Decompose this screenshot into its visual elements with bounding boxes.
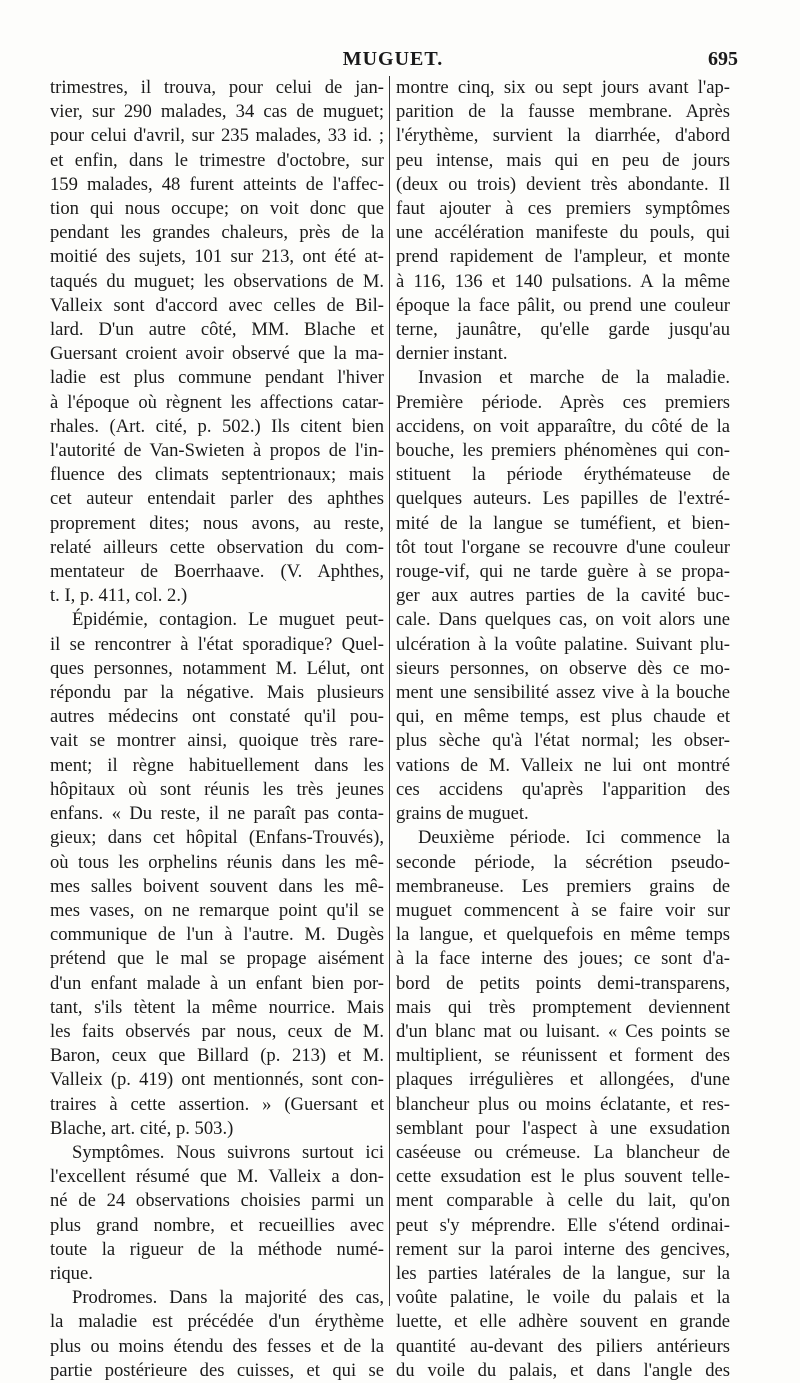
- text-line: sieurs personnes, on observe dès ce mo-: [396, 657, 730, 679]
- text-line: t. I, p. 411, col. 2.): [50, 585, 188, 607]
- text-line: et enfin, dans le trimestre d'octobre, sur: [50, 149, 384, 171]
- text-line: enfans. « Du reste, il ne paraît pas conta-: [50, 803, 384, 825]
- text-line: peu intense, mais qui en peu de jours: [396, 149, 730, 171]
- text-line: la maladie est précédée d'un érythème: [50, 1311, 384, 1333]
- text-line: 159 malades, 48 furent atteints de l'affec-: [50, 173, 384, 195]
- text-line: caséeuse ou crémeuse. La blancheur de: [396, 1141, 730, 1163]
- text-line: grains de muguet.: [396, 803, 529, 825]
- text-line: vations de M. Valleix ne lui ont montré: [396, 754, 730, 776]
- text-line: à 116, 136 et 140 pulsations. A la même: [396, 270, 730, 292]
- right-text-column: [396, 76, 730, 1381]
- text-line: parition de la fausse membrane. Après: [396, 101, 730, 123]
- text-line: rique.: [50, 1262, 93, 1284]
- text-line: Baron, ceux que Billard (p. 213) et M.: [50, 1045, 384, 1067]
- text-line: d'un blanc mat ou luisant. « Ces points se: [396, 1020, 730, 1042]
- text-line: bouche, les premiers phénomènes qui con-: [396, 440, 730, 462]
- text-line: traires à cette assertion. » (Guersant et: [50, 1093, 384, 1115]
- text-line: autres médecins ont constaté qu'il pou-: [50, 706, 384, 728]
- text-line: vier, sur 290 malades, 34 cas de muguet;: [50, 101, 384, 123]
- text-line: Épidémie, contagion. Le muguet peut-: [72, 609, 384, 631]
- text-line: mes salles boivent souvent dans les mê-: [50, 875, 384, 897]
- text-line: multiplient, se réunissent et forment des: [396, 1045, 730, 1067]
- column-divider: [389, 76, 390, 1306]
- text-line: ment une sensibilité assez vive à la bouche: [396, 682, 730, 704]
- text-line: prend rapidement de l'ampleur, et monte: [396, 246, 730, 268]
- text-line: Guersant croient avoir observé que la ma-: [50, 343, 384, 365]
- text-line: il se rencontrer à l'état sporadique? Quel-: [50, 633, 384, 655]
- text-line: proprement dites; nous avons, au reste,: [50, 512, 384, 534]
- text-line: Valleix sont d'accord avec celles de Bil-: [50, 294, 384, 316]
- text-line: (deux ou trois) devient très abondante. Il: [396, 173, 730, 195]
- text-line: tion qui nous occupe; on voit donc que: [50, 198, 384, 220]
- text-line: répondu par la négative. Mais plusieurs: [50, 682, 384, 704]
- text-line: taqués du muguet; les observations de M.: [50, 270, 384, 292]
- text-line: bord de petits points demi-transparens,: [396, 972, 730, 994]
- text-line: ger aux autres parties de la cavité buc-: [396, 585, 730, 607]
- text-line: une accélération manifeste du pouls, qui: [396, 222, 730, 244]
- text-line: Valleix (p. 419) ont mentionnés, sont con-: [50, 1069, 384, 1091]
- text-line: lard. D'un autre côté, MM. Blache et: [50, 319, 384, 341]
- text-line: quelques auteurs. Les papilles de l'extré-: [396, 488, 730, 510]
- text-line: mais qui très promptement deviennent: [396, 996, 730, 1018]
- text-line: mes vases, on ne remarque point qu'il se: [50, 899, 384, 921]
- text-line: ladie est plus commune pendant l'hiver: [50, 367, 384, 389]
- text-line: les parties latérales de la langue, sur la: [396, 1262, 730, 1284]
- text-line: mité de la langue se tuméfient, et bien-: [396, 512, 730, 534]
- text-line: blancheur plus ou moins éclatante, et res-: [396, 1093, 730, 1115]
- text-line: toute la rigueur de la méthode numé-: [50, 1238, 384, 1260]
- text-line: hôpitaux où sont réunis les très jeunes: [50, 778, 384, 800]
- text-line: rouge-vif, qui ne tarde guère à se propa-: [396, 561, 730, 583]
- text-line: accidens, on voit apparaître, du côté de la: [396, 415, 730, 437]
- text-line: Prodromes. Dans la majorité des cas,: [72, 1287, 384, 1309]
- text-line: relaté ailleurs cette observation du com-: [50, 536, 384, 558]
- text-line: prétend que le mal se propage aisément: [50, 948, 384, 970]
- text-line: gieux; dans cet hôpital (Enfans-Trouvés),: [50, 827, 384, 849]
- text-line: l'excellent résumé que M. Valleix a don-: [50, 1166, 384, 1188]
- text-line: rement sur la paroi interne des gencives,: [396, 1238, 730, 1260]
- text-line: Deuxième période. Ici commence la: [418, 827, 730, 849]
- text-line: ulcération à la voûte palatine. Suivant plu-: [396, 633, 730, 655]
- text-line: plaques irrégulières et allongées, d'une: [396, 1069, 730, 1091]
- text-line: communique de l'un à l'autre. M. Dugès: [50, 924, 384, 946]
- text-line: à l'époque où règnent les affections catar-: [50, 391, 384, 413]
- page-header: [48, 48, 738, 72]
- text-line: membraneuse. Les premiers grains de: [396, 875, 730, 897]
- text-line: montre cinq, six ou sept jours avant l'ap-: [396, 77, 730, 98]
- text-line: ment; il règne habituellement dans les: [50, 754, 384, 776]
- text-line: tôt tout l'organe se recouvre d'une couleur: [396, 536, 730, 558]
- text-line: époque la face pâlit, ou prend une couleur: [396, 294, 730, 316]
- text-line: né de 24 observations choisies parmi un: [50, 1190, 384, 1212]
- text-line: partie postérieure des cuisses, et qui se: [50, 1359, 384, 1381]
- text-line: Invasion et marche de la maladie.: [418, 367, 730, 389]
- text-line: semblant pour l'aspect à une exsudation: [396, 1117, 730, 1139]
- text-line: ment comparable à celle du lait, qu'on: [396, 1190, 730, 1212]
- text-line: la langue, et quelquefois en même temps: [396, 924, 730, 946]
- text-line: moitié des sujets, 101 sur 213, ont été at-: [50, 246, 384, 268]
- text-line: où tous les orphelins réunis dans les mê-: [50, 851, 384, 873]
- left-text-column: [50, 76, 384, 1381]
- text-line: muguet commencent à se faire voir sur: [396, 899, 730, 921]
- text-line: l'érythème, survient la diarrhée, d'abord: [396, 125, 730, 147]
- text-line: quantité au-devant des piliers antérieurs: [396, 1335, 730, 1357]
- text-line: peut s'y méprendre. Elle s'étend ordinai-: [396, 1214, 730, 1236]
- text-line: trimestres, il trouva, pour celui de jan-: [50, 77, 384, 98]
- running-title: MUGUET.: [342, 48, 444, 70]
- text-line: plus ou moins étendu des fesses et de la: [50, 1335, 384, 1357]
- text-line: cet auteur entendait parler des aphthes: [50, 488, 384, 510]
- text-line: Blache, art. cité, p. 503.): [50, 1117, 234, 1139]
- text-line: tant, s'ils tètent la même nourrice. Mais: [50, 996, 384, 1018]
- text-line: qui, en même temps, est plus chaude et: [396, 706, 730, 728]
- text-line: plus grand nombre, et recueillies avec: [50, 1214, 384, 1236]
- text-line: Première période. Après ces premiers: [396, 391, 730, 413]
- text-line: les faits observés par nous, ceux de M.: [50, 1020, 384, 1042]
- text-line: cale. Dans quelques cas, on voit alors une: [396, 609, 730, 631]
- text-line: pendant les grandes chaleurs, près de la: [50, 222, 384, 244]
- text-line: fluence des climats septentrionaux; mais: [50, 464, 384, 486]
- text-line: l'autorité de Van-Swieten à propos de l'in-: [50, 440, 384, 462]
- text-line: Symptômes. Nous suivrons surtout ici: [72, 1141, 384, 1163]
- text-line: ces accidens qu'après l'apparition des: [396, 778, 730, 800]
- text-line: cette exsudation est le plus souvent telle-: [396, 1166, 730, 1188]
- text-line: seconde période, la sécrétion pseudo-: [396, 851, 730, 873]
- page-number: 695: [708, 48, 738, 70]
- text-line: pour celui d'avril, sur 235 malades, 33 id. ;: [50, 125, 384, 147]
- text-line: vait se montrer ainsi, quoique très rare-: [50, 730, 384, 752]
- text-line: luette, et elle adhère souvent en grande: [396, 1311, 730, 1333]
- text-line: ques personnes, notamment M. Lélut, ont: [50, 657, 384, 679]
- text-line: mentateur de Boerrhaave. (V. Aphthes,: [50, 561, 384, 583]
- text-line: faut ajouter à ces premiers symptômes: [396, 198, 730, 220]
- text-line: à la face interne des joues; ce sont d'a-: [396, 948, 730, 970]
- text-line: du voile du palais, et dans l'angle des: [396, 1359, 730, 1381]
- text-line: voûte palatine, le voile du palais et la: [396, 1287, 730, 1309]
- text-line: stituent la période érythémateuse de: [396, 464, 730, 486]
- text-line: rhales. (Art. cité, p. 502.) Ils citent bien: [50, 415, 384, 437]
- text-line: plus sèche qu'à l'état normal; les obser-: [396, 730, 730, 752]
- text-line: dernier instant.: [396, 343, 508, 365]
- text-line: d'un enfant malade à un enfant bien por-: [50, 972, 384, 994]
- text-line: terne, jaunâtre, qu'elle garde jusqu'au: [396, 319, 730, 341]
